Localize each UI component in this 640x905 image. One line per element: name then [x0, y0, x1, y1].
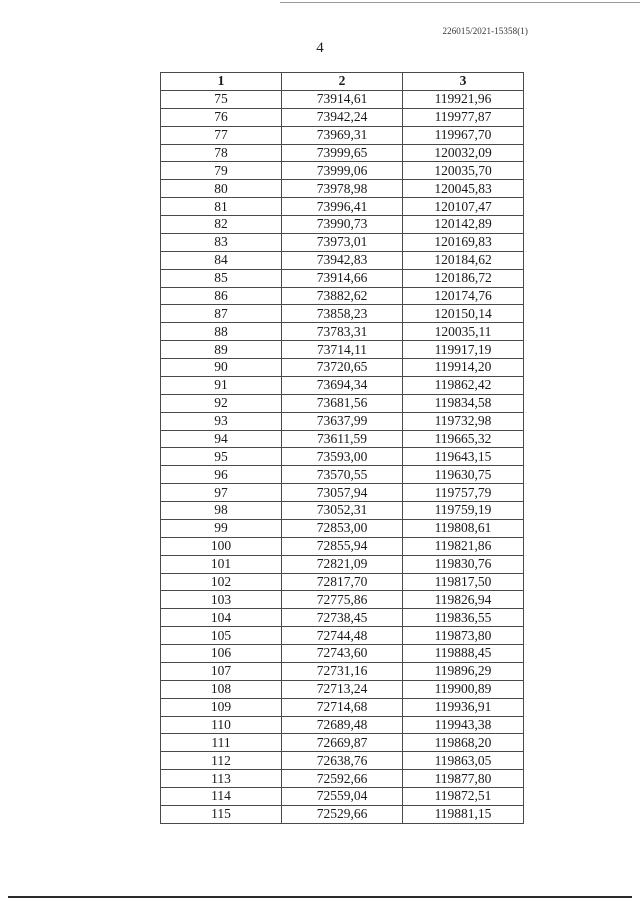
table-row	[161, 770, 524, 788]
x-coordinate-cell: 73996,41	[282, 198, 403, 216]
table-row	[161, 233, 524, 251]
x-coordinate-cell: 72689,48	[282, 716, 403, 734]
point-number-cell: 96	[161, 466, 282, 484]
table-row	[161, 537, 524, 555]
x-coordinate-cell: 72853,00	[282, 519, 403, 537]
x-coordinate-cell: 72775,86	[282, 591, 403, 609]
point-number-cell: 109	[161, 698, 282, 716]
document-id: 226015/2021-15358(1)	[442, 26, 528, 36]
table-row	[161, 269, 524, 287]
table-row	[161, 448, 524, 466]
y-coordinate-cell: 119868,20	[403, 734, 524, 752]
table-row	[161, 573, 524, 591]
table-row	[161, 591, 524, 609]
x-coordinate-cell: 72713,24	[282, 680, 403, 698]
point-number-cell: 113	[161, 770, 282, 788]
y-coordinate-cell: 119888,45	[403, 645, 524, 663]
table-row	[161, 805, 524, 823]
table-row	[161, 144, 524, 162]
top-rule	[280, 2, 640, 3]
y-coordinate-cell: 119836,55	[403, 609, 524, 627]
x-coordinate-cell: 73999,06	[282, 162, 403, 180]
y-coordinate-cell: 119977,87	[403, 108, 524, 126]
x-coordinate-cell: 72559,04	[282, 788, 403, 806]
point-number-cell: 103	[161, 591, 282, 609]
table-row	[161, 323, 524, 341]
x-coordinate-cell: 73593,00	[282, 448, 403, 466]
table-row	[161, 645, 524, 663]
point-number-cell: 90	[161, 359, 282, 377]
y-coordinate-cell: 119643,15	[403, 448, 524, 466]
x-coordinate-cell: 73914,66	[282, 269, 403, 287]
table-row	[161, 555, 524, 573]
y-coordinate-cell: 120032,09	[403, 144, 524, 162]
point-number-cell: 101	[161, 555, 282, 573]
x-coordinate-cell: 72669,87	[282, 734, 403, 752]
table-row	[161, 108, 524, 126]
table-row	[161, 287, 524, 305]
table-row	[161, 198, 524, 216]
table-row	[161, 90, 524, 108]
point-number-cell: 111	[161, 734, 282, 752]
table-row	[161, 484, 524, 502]
y-coordinate-cell: 119862,42	[403, 376, 524, 394]
x-coordinate-cell: 72638,76	[282, 752, 403, 770]
x-coordinate-cell: 73611,59	[282, 430, 403, 448]
point-number-cell: 82	[161, 216, 282, 234]
table-row	[161, 788, 524, 806]
x-coordinate-cell: 73942,83	[282, 251, 403, 269]
point-number-cell: 88	[161, 323, 282, 341]
table-row	[161, 251, 524, 269]
table-row	[161, 394, 524, 412]
y-coordinate-cell: 119665,32	[403, 430, 524, 448]
table-row	[161, 502, 524, 520]
page-number: 4	[316, 40, 324, 56]
table-row	[161, 698, 524, 716]
x-coordinate-cell: 73990,73	[282, 216, 403, 234]
table-row	[161, 680, 524, 698]
y-coordinate-cell: 119808,61	[403, 519, 524, 537]
x-coordinate-cell: 73720,65	[282, 359, 403, 377]
y-coordinate-cell: 119872,51	[403, 788, 524, 806]
table-row	[161, 216, 524, 234]
table-row	[161, 341, 524, 359]
x-coordinate-cell: 73057,94	[282, 484, 403, 502]
table-row	[161, 662, 524, 680]
bottom-rule	[8, 896, 632, 898]
y-coordinate-cell: 119821,86	[403, 537, 524, 555]
x-coordinate-cell: 73681,56	[282, 394, 403, 412]
x-coordinate-cell: 73978,98	[282, 180, 403, 198]
table-row	[161, 359, 524, 377]
table-row	[161, 305, 524, 323]
table-row	[161, 162, 524, 180]
y-coordinate-cell: 119936,91	[403, 698, 524, 716]
y-coordinate-cell: 120150,14	[403, 305, 524, 323]
y-coordinate-cell: 119732,98	[403, 412, 524, 430]
point-number-cell: 78	[161, 144, 282, 162]
column-header-2: 2	[282, 73, 403, 91]
y-coordinate-cell: 120142,89	[403, 216, 524, 234]
point-number-cell: 79	[161, 162, 282, 180]
point-number-cell: 95	[161, 448, 282, 466]
x-coordinate-cell: 73714,11	[282, 341, 403, 359]
x-coordinate-cell: 72744,48	[282, 627, 403, 645]
point-number-cell: 102	[161, 573, 282, 591]
x-coordinate-cell: 72743,60	[282, 645, 403, 663]
y-coordinate-cell: 119759,19	[403, 502, 524, 520]
point-number-cell: 87	[161, 305, 282, 323]
point-number-cell: 112	[161, 752, 282, 770]
x-coordinate-cell: 73942,24	[282, 108, 403, 126]
point-number-cell: 106	[161, 645, 282, 663]
point-number-cell: 89	[161, 341, 282, 359]
point-number-cell: 93	[161, 412, 282, 430]
y-coordinate-cell: 120169,83	[403, 233, 524, 251]
table-row	[161, 180, 524, 198]
y-coordinate-cell: 119834,58	[403, 394, 524, 412]
y-coordinate-cell: 119921,96	[403, 90, 524, 108]
point-number-cell: 92	[161, 394, 282, 412]
table-row	[161, 734, 524, 752]
point-number-cell: 91	[161, 376, 282, 394]
table-row	[161, 126, 524, 144]
table-body	[161, 90, 524, 823]
point-number-cell: 94	[161, 430, 282, 448]
x-coordinate-cell: 73973,01	[282, 233, 403, 251]
x-coordinate-cell: 73969,31	[282, 126, 403, 144]
x-coordinate-cell: 73694,34	[282, 376, 403, 394]
point-number-cell: 75	[161, 90, 282, 108]
y-coordinate-cell: 120186,72	[403, 269, 524, 287]
point-number-cell: 99	[161, 519, 282, 537]
table-row	[161, 412, 524, 430]
point-number-cell: 107	[161, 662, 282, 680]
y-coordinate-cell: 119873,80	[403, 627, 524, 645]
y-coordinate-cell: 120035,70	[403, 162, 524, 180]
y-coordinate-cell: 119896,29	[403, 662, 524, 680]
x-coordinate-cell: 73999,65	[282, 144, 403, 162]
point-number-cell: 81	[161, 198, 282, 216]
table-row	[161, 716, 524, 734]
x-coordinate-cell: 73858,23	[282, 305, 403, 323]
point-number-cell: 85	[161, 269, 282, 287]
y-coordinate-cell: 120107,47	[403, 198, 524, 216]
x-coordinate-cell: 73882,62	[282, 287, 403, 305]
y-coordinate-cell: 120174,76	[403, 287, 524, 305]
y-coordinate-cell: 119967,70	[403, 126, 524, 144]
y-coordinate-cell: 119881,15	[403, 805, 524, 823]
point-number-cell: 115	[161, 805, 282, 823]
table-row	[161, 609, 524, 627]
y-coordinate-cell: 119877,80	[403, 770, 524, 788]
table-row	[161, 430, 524, 448]
point-number-cell: 86	[161, 287, 282, 305]
point-number-cell: 108	[161, 680, 282, 698]
point-number-cell: 104	[161, 609, 282, 627]
x-coordinate-cell: 73637,99	[282, 412, 403, 430]
point-number-cell: 110	[161, 716, 282, 734]
column-header-3: 3	[403, 73, 524, 91]
table-header-row	[161, 73, 524, 91]
y-coordinate-cell: 119917,19	[403, 341, 524, 359]
x-coordinate-cell: 72821,09	[282, 555, 403, 573]
y-coordinate-cell: 119900,89	[403, 680, 524, 698]
y-coordinate-cell: 119630,75	[403, 466, 524, 484]
table-row	[161, 519, 524, 537]
coordinates-table	[160, 72, 524, 824]
y-coordinate-cell: 119826,94	[403, 591, 524, 609]
y-coordinate-cell: 119817,50	[403, 573, 524, 591]
x-coordinate-cell: 73052,31	[282, 502, 403, 520]
point-number-cell: 100	[161, 537, 282, 555]
table-row	[161, 752, 524, 770]
x-coordinate-cell: 73783,31	[282, 323, 403, 341]
x-coordinate-cell: 73570,55	[282, 466, 403, 484]
table-row	[161, 627, 524, 645]
table-row	[161, 466, 524, 484]
y-coordinate-cell: 120045,83	[403, 180, 524, 198]
x-coordinate-cell: 72714,68	[282, 698, 403, 716]
point-number-cell: 77	[161, 126, 282, 144]
point-number-cell: 80	[161, 180, 282, 198]
y-coordinate-cell: 120035,11	[403, 323, 524, 341]
point-number-cell: 114	[161, 788, 282, 806]
y-coordinate-cell: 119863,05	[403, 752, 524, 770]
x-coordinate-cell: 72855,94	[282, 537, 403, 555]
y-coordinate-cell: 119830,76	[403, 555, 524, 573]
point-number-cell: 98	[161, 502, 282, 520]
y-coordinate-cell: 119757,79	[403, 484, 524, 502]
column-header-1: 1	[161, 73, 282, 91]
y-coordinate-cell: 119943,38	[403, 716, 524, 734]
point-number-cell: 83	[161, 233, 282, 251]
point-number-cell: 105	[161, 627, 282, 645]
x-coordinate-cell: 73914,61	[282, 90, 403, 108]
y-coordinate-cell: 119914,20	[403, 359, 524, 377]
x-coordinate-cell: 72817,70	[282, 573, 403, 591]
x-coordinate-cell: 72731,16	[282, 662, 403, 680]
table-row	[161, 376, 524, 394]
x-coordinate-cell: 72592,66	[282, 770, 403, 788]
y-coordinate-cell: 120184,62	[403, 251, 524, 269]
point-number-cell: 76	[161, 108, 282, 126]
x-coordinate-cell: 72529,66	[282, 805, 403, 823]
x-coordinate-cell: 72738,45	[282, 609, 403, 627]
point-number-cell: 97	[161, 484, 282, 502]
point-number-cell: 84	[161, 251, 282, 269]
